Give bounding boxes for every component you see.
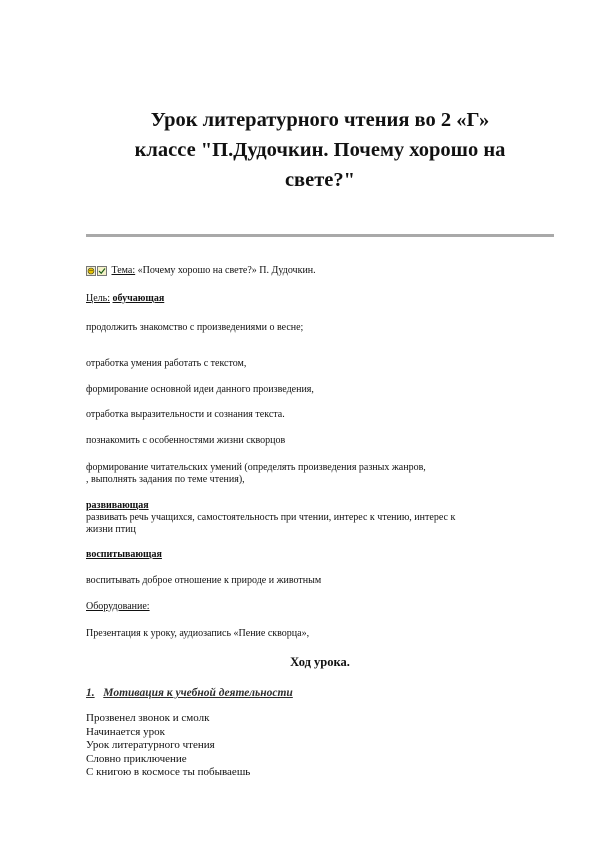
check-icon [97, 266, 107, 276]
section-heading [86, 687, 293, 699]
developing-label: развивающая [86, 500, 149, 511]
educating-label: воспитывающая [86, 549, 162, 560]
goal-line [86, 293, 164, 304]
document-title [100, 105, 540, 195]
title-line-3: свете?" [284, 169, 356, 191]
teaching-item: формирование основной идеи данного произведения, [86, 384, 314, 395]
teaching-item: продолжить знакомство с произведениями о весне; [86, 322, 304, 333]
poem-line: Начинается урок [86, 725, 165, 738]
poem-line: Словно приключение [86, 752, 187, 765]
poem-line: Урок литературного чтения [86, 739, 215, 751]
poem [86, 712, 250, 780]
inline-icons [86, 266, 108, 276]
section-title: Мотивация к учебной деятельности [103, 687, 293, 699]
teaching-item: познакомить с особенностями жизни скворцов [86, 435, 286, 446]
teaching-item: , выполнять задания по теме чтения), [86, 474, 245, 485]
horizontal-divider [86, 234, 554, 237]
equipment-text: Презентация к уроку, аудиозапись «Пение скворца», [86, 628, 310, 639]
poem-line: Прозвенел звонок и смолк [86, 712, 210, 724]
smiley-icon [86, 266, 96, 276]
goal-label: Цель: [86, 293, 110, 304]
topic-label: Тема: [111, 265, 136, 276]
equipment-label: Оборудование: [86, 601, 150, 612]
teaching-item: отработка выразительности и сознания текста. [86, 409, 285, 420]
topic-line [86, 265, 316, 276]
educating-text: воспитывать доброе отношение к природе и животным [86, 575, 322, 586]
developing-text-1: развивать речь учащихся, самостоятельность при чтении, интерес к чтению, интерес к [86, 512, 456, 523]
poem-line: С книгою в космосе ты побываешь [86, 766, 251, 778]
title-line-2: классе "П.Дудочкин. Почему хорошо на [134, 139, 506, 161]
lesson-heading: Ход урока. [290, 655, 350, 669]
goal-kind: обучающая [112, 293, 165, 304]
section-number: 1. [86, 687, 95, 699]
teaching-item: отработка умения работать с текстом, [86, 358, 247, 369]
topic-text: «Почему хорошо на свете?» П. Дудочкин. [137, 265, 316, 276]
teaching-item: формирование читательских умений (определять произведения разных жанров, [86, 462, 426, 473]
title-line-1: Урок литературного чтения во 2 «Г» [150, 109, 490, 131]
developing-text-2: жизни птиц [86, 524, 136, 535]
